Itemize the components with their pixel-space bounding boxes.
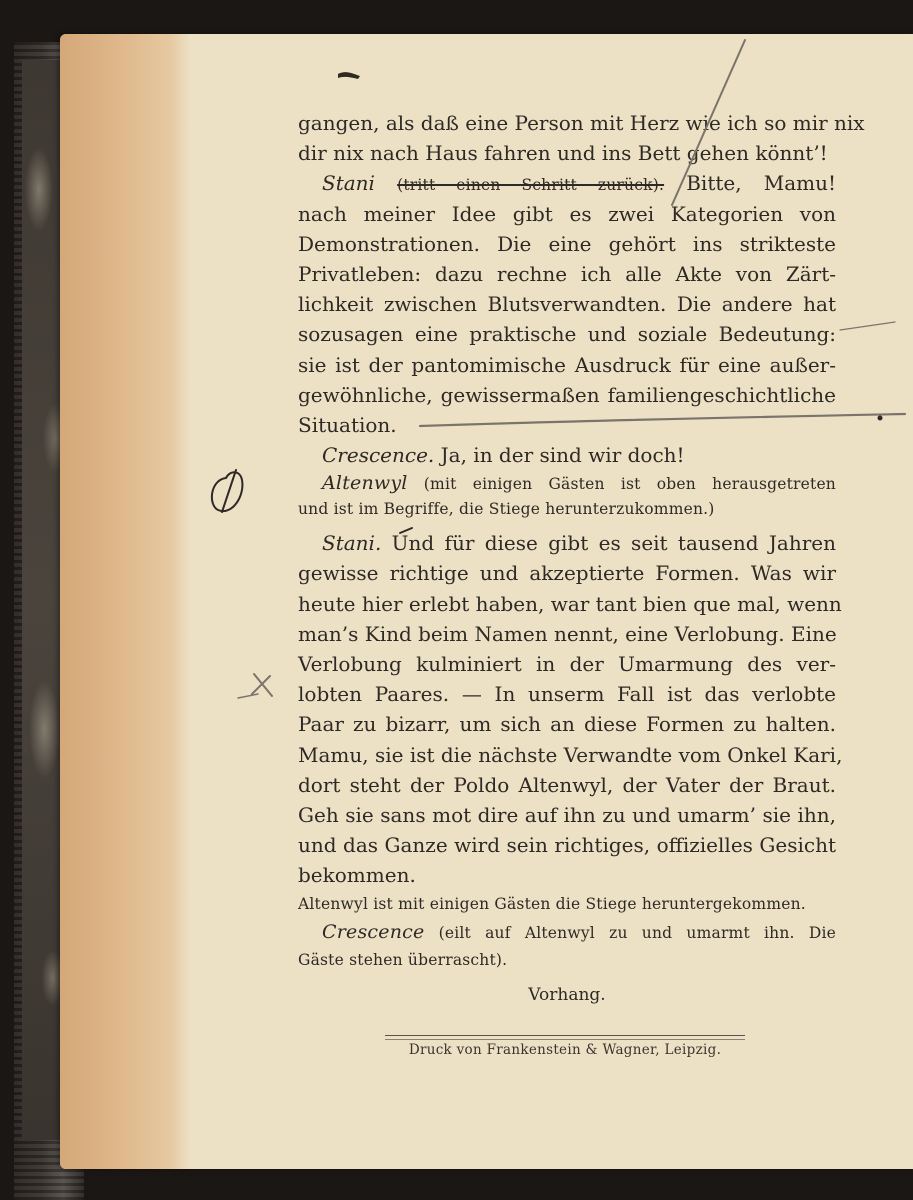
text-line: Situation. <box>298 412 397 437</box>
text-line: Demonstrationen. Die eine gehört ins strikteste <box>298 231 836 256</box>
text-line: bekommen. <box>298 863 416 888</box>
crescence-direction <box>298 917 836 947</box>
imprint-rule <box>385 1035 745 1036</box>
stani-speech-2-start <box>298 528 836 558</box>
speaker-stani: Stani <box>322 171 375 196</box>
text-fragment: Bitte, Mamu! <box>686 171 836 196</box>
text-line: dir nix nach Haus fahren und ins Bett gehen könnt’! <box>298 141 828 166</box>
text-line: Mamu, sie ist die nächste Verwandte vom Onkel Kari, <box>298 742 843 767</box>
text-line: sie ist der pantomimische Ausdruck für eine außer- <box>298 352 836 377</box>
text-fragment: Ja, in der sind wir doch! <box>440 443 685 468</box>
imprint-rule <box>385 1039 745 1040</box>
text-line: gangen, als daß eine Person mit Herz wie ich so mir nix <box>298 111 865 135</box>
stage-direction-line: Gäste stehen überrascht). <box>298 950 508 969</box>
play-text <box>298 108 865 973</box>
stani-speech-start <box>298 168 836 198</box>
printer-imprint: Druck von Frankenstein & Wagner, Leipzig. <box>408 1042 722 1058</box>
text-line: man’s Kind beim Namen nennt, eine Verlobung. Eine <box>298 621 837 646</box>
stage-direction-text: (eilt auf Altenwyl zu und umarmt ihn. Die <box>438 923 836 942</box>
text-line: dort steht der Poldo Altenwyl, der Vater der Braut. <box>298 772 836 797</box>
text-line: gewöhnliche, gewissermaßen familiengeschichtliche <box>298 382 836 407</box>
text-line: Privatleben: dazu rechne ich alle Akte von Zärt- <box>298 261 836 286</box>
text-line: sozusagen eine praktische und soziale Bedeutung: <box>298 322 836 347</box>
text-line: Geh sie sans mot dire auf ihn zu und umarm’ sie ihn, <box>298 802 836 827</box>
page-edge-stain <box>60 34 190 1169</box>
altenwyl-direction <box>298 470 836 496</box>
text-line: heute hier erlebt haben, war tant bien que mal, wenn <box>298 591 842 616</box>
stage-direction-line: und ist im Begriffe, die Stiege herunterzukommen.) <box>298 500 715 519</box>
text-line: nach meiner Idee gibt es zwei Kategorien von <box>298 201 836 226</box>
text-line: und das Ganze wird sein richtiges, offizielles Gesicht <box>298 833 836 858</box>
text-line: Paar zu bizarr, um sich an diese Formen zu halten. <box>298 712 836 737</box>
crescence-speech <box>298 440 836 470</box>
speaker-crescence: Crescence. <box>322 443 435 468</box>
text-line: lichkeit zwischen Blutsverwandten. Die andere hat <box>298 292 836 317</box>
struck-stage-direction: (tritt einen Schritt zurück). <box>397 176 665 195</box>
stage-direction-line: Altenwyl ist mit einigen Gästen die Stiege heruntergekommen. <box>298 894 806 913</box>
curtain-label: Vorhang. <box>528 985 606 1005</box>
speaker-stani: Stani. <box>322 531 382 556</box>
text-line: lobten Paares. — In unserm Fall ist das verlobte <box>298 682 836 707</box>
speaker-crescence: Crescence <box>322 920 425 943</box>
text-fragment: Und für diese gibt es seit tausend Jahren <box>391 531 837 556</box>
speaker-altenwyl: Altenwyl <box>322 472 408 495</box>
text-line: Verlobung kulminiert in der Umarmung des ver- <box>298 652 836 676</box>
text-line: gewisse richtige und akzeptierte Formen. Was wir <box>298 561 836 586</box>
stage-direction-text: (mit einigen Gästen ist oben herausgetreten <box>423 475 836 494</box>
